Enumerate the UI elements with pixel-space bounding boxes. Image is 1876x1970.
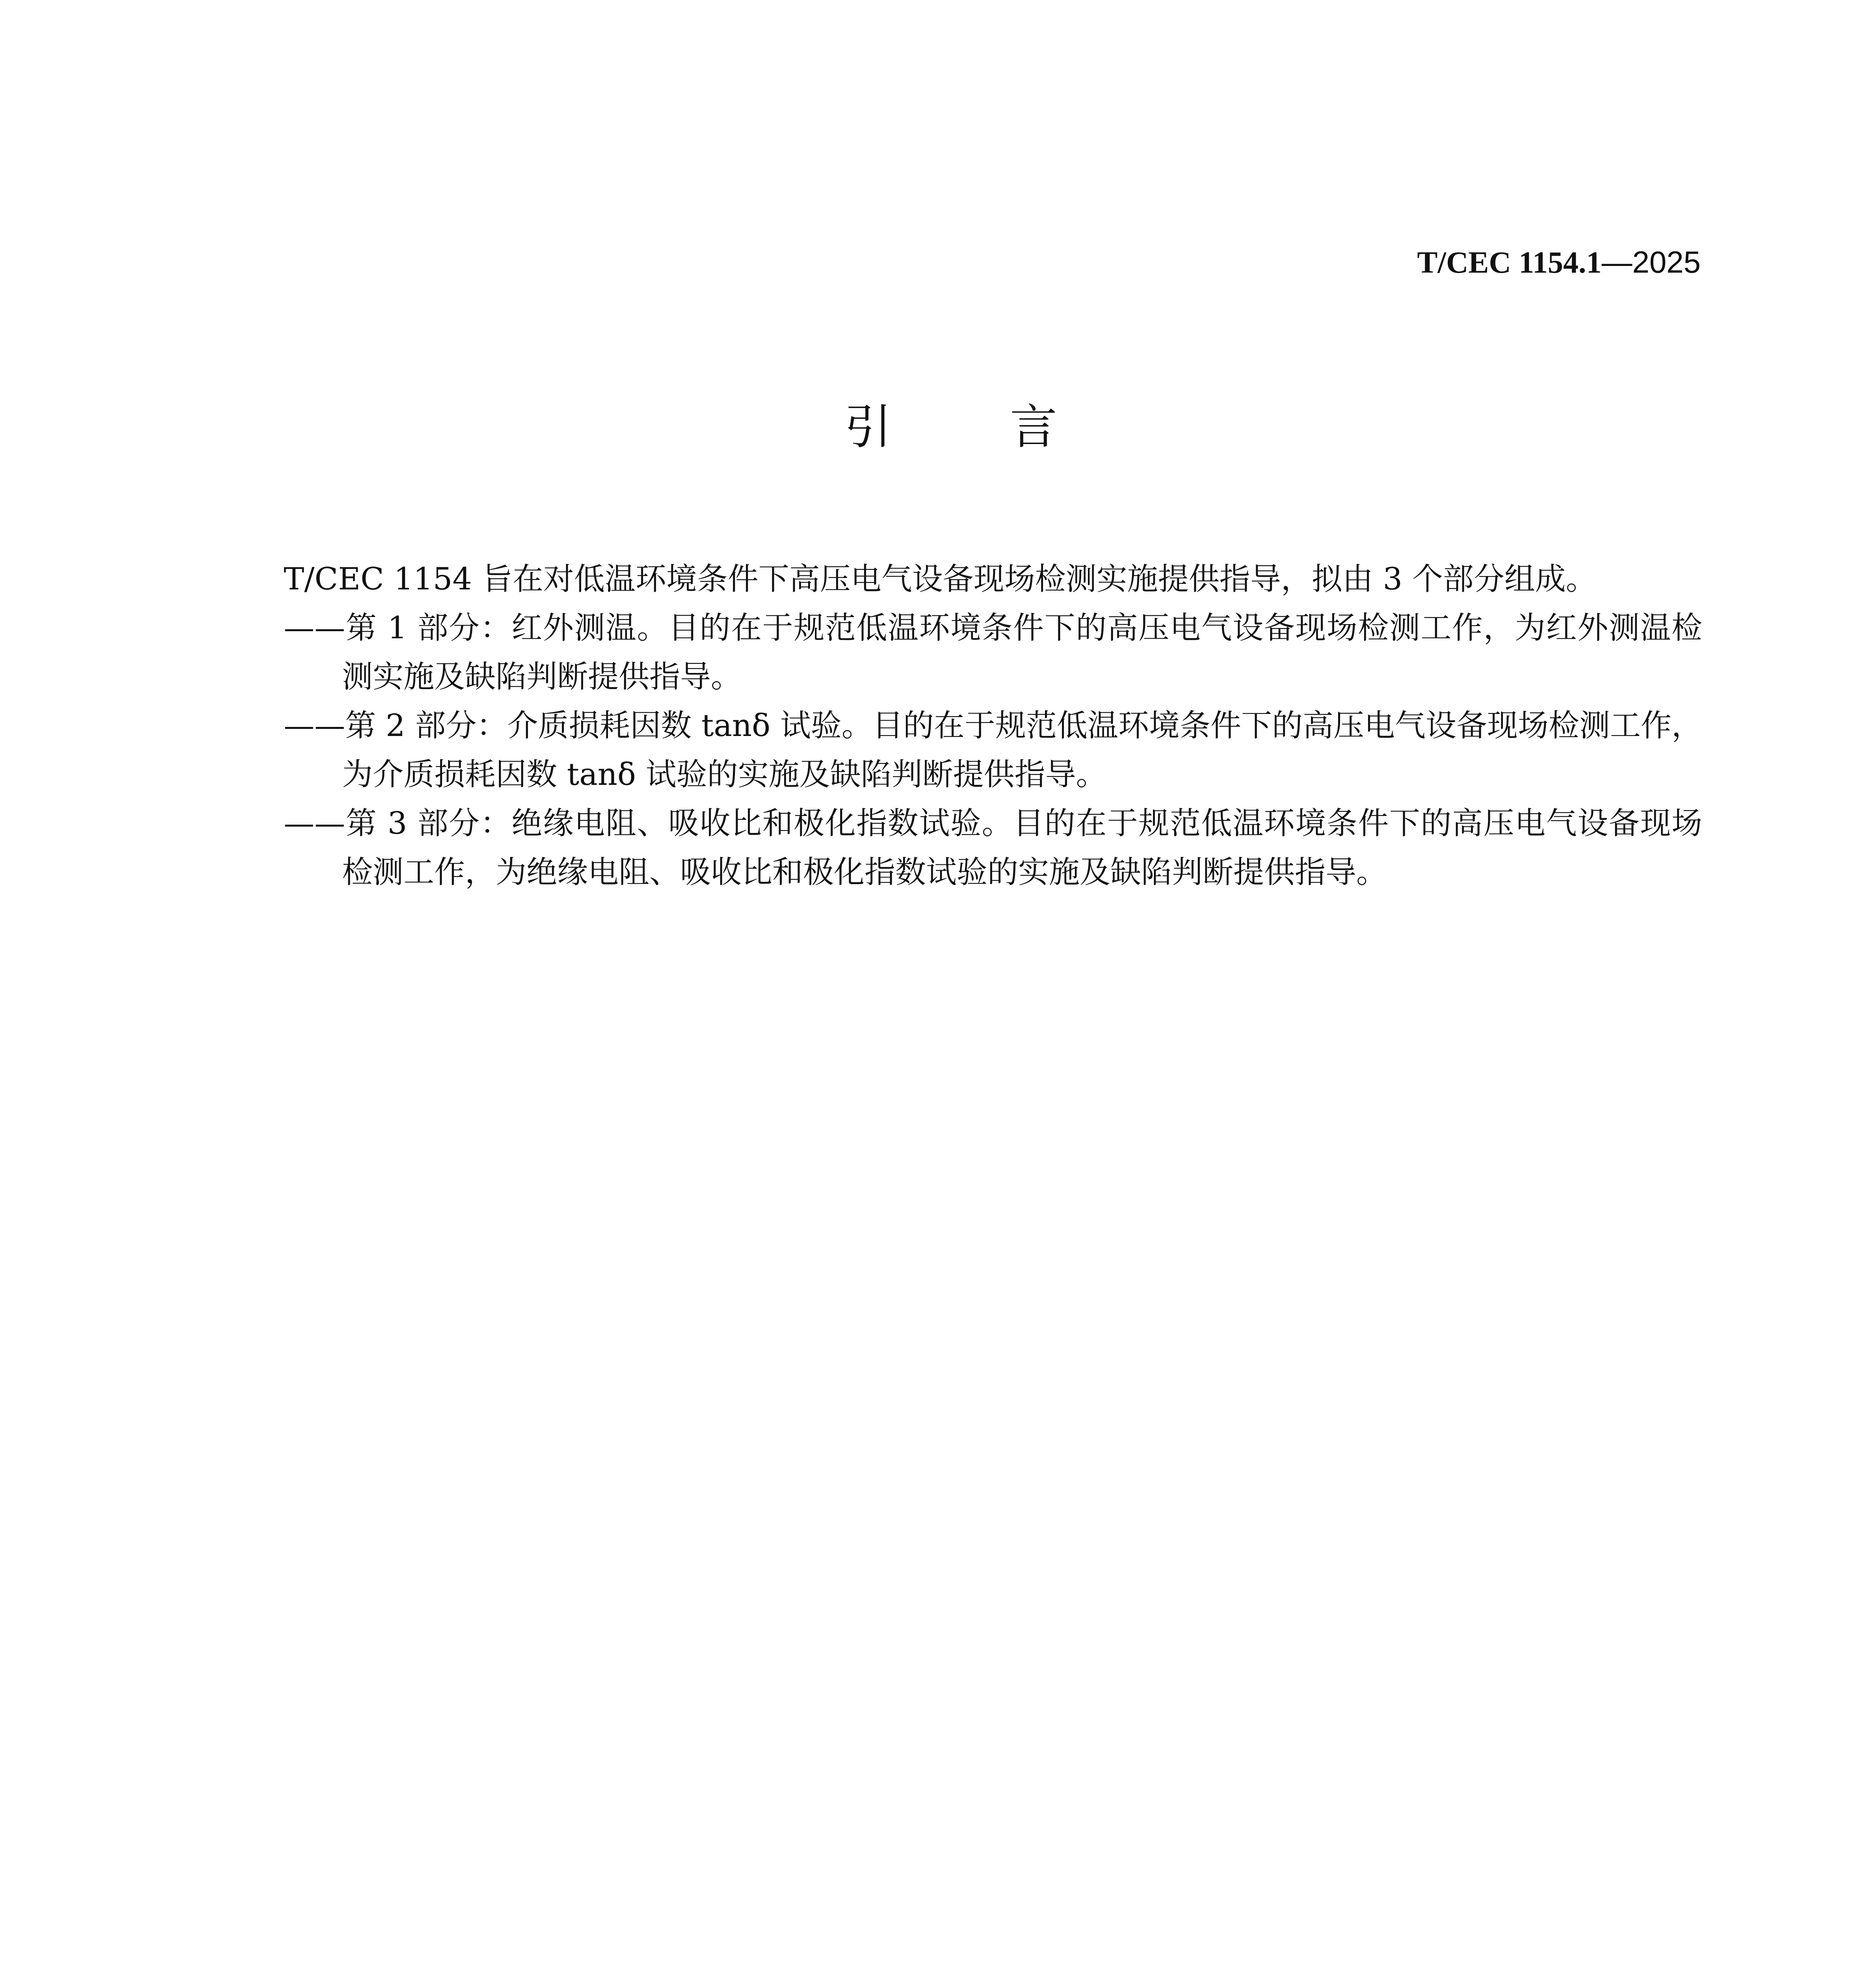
title-char-2: 言	[1010, 400, 1057, 455]
standard-code	[1417, 242, 1701, 282]
intro-paragraph: T/CEC 1154 旨在对低温环境条件下高压电气设备现场检测实施提供指导，拟由 3 个部分组成。	[284, 561, 1597, 597]
standard-code-year: —2025	[1601, 245, 1701, 279]
standard-code-prefix: T/CEC 1154.1	[1417, 245, 1602, 279]
list-item-part-2: ——第 2 部分：介质损耗因数 tanδ 试验。目的在于规范低温环境条件下的高压电气设备现场检测工作，为介质损耗因数 tanδ 试验的实施及缺陷判断提供指导。	[284, 708, 1702, 792]
page-title	[844, 398, 1057, 457]
body-text	[284, 555, 1702, 897]
list-item-part-3: ——第 3 部分：绝缘电阻、吸收比和极化指数试验。目的在于规范低温环境条件下的高压电气设备现场检测工作，为绝缘电阻、吸收比和极化指数试验的实施及缺陷判断提供指导。	[284, 806, 1702, 890]
title-char-1: 引	[844, 400, 892, 455]
list-item-part-1: ——第 1 部分：红外测温。目的在于规范低温环境条件下的高压电气设备现场检测工作，为红外测温检测实施及缺陷判断提供指导。	[284, 610, 1702, 695]
